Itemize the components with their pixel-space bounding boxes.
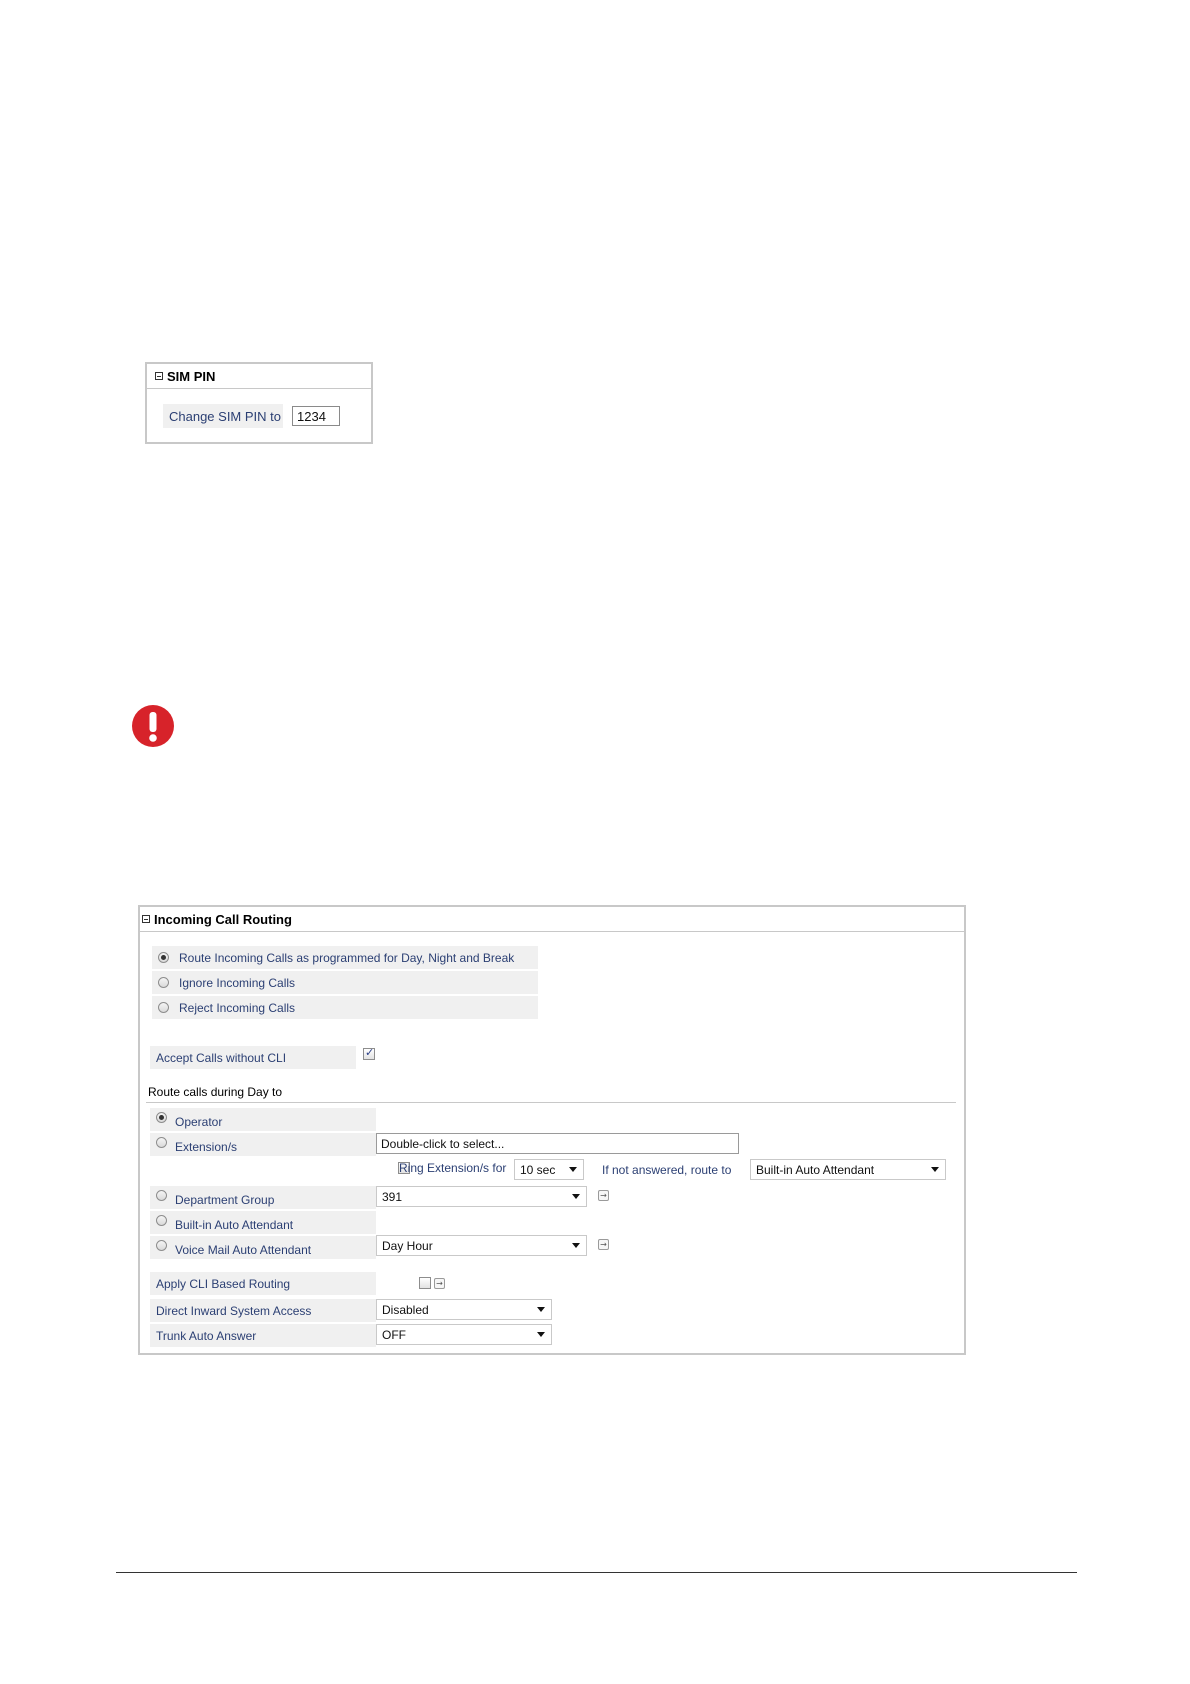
- ring-duration-value: 10 sec: [520, 1162, 556, 1177]
- not-answered-value: Built-in Auto Attendant: [756, 1162, 875, 1177]
- sim-pin-divider: [147, 388, 371, 389]
- operator-option[interactable]: [150, 1108, 376, 1131]
- chevron-down-icon: [569, 1167, 577, 1172]
- vm-aa-option[interactable]: [150, 1236, 376, 1259]
- change-sim-pin-label: Change SIM PIN to: [163, 404, 283, 428]
- accept-cli-checkbox[interactable]: [363, 1048, 375, 1060]
- vm-aa-go-icon[interactable]: →: [598, 1239, 609, 1250]
- sim-pin-input[interactable]: 1234: [292, 406, 340, 426]
- department-group-value: 391: [382, 1189, 403, 1204]
- extensions-option[interactable]: [150, 1133, 376, 1156]
- collapse-icon[interactable]: [155, 372, 163, 380]
- ignore-radio[interactable]: [158, 977, 169, 988]
- incoming-title: Incoming Call Routing: [154, 911, 292, 927]
- disa-value: Disabled: [382, 1302, 429, 1317]
- sim-pin-header[interactable]: [155, 368, 215, 384]
- trunk-auto-answer-label: Trunk Auto Answer: [150, 1324, 376, 1347]
- incoming-divider: [140, 931, 964, 932]
- operator-label: Operator: [175, 1114, 223, 1129]
- chevron-down-icon: [931, 1167, 939, 1172]
- vm-aa-value: Day Hour: [382, 1238, 433, 1253]
- route-option-programmed[interactable]: [152, 946, 538, 969]
- department-group-radio[interactable]: [156, 1190, 167, 1201]
- extensions-label: Extension/s: [175, 1139, 238, 1154]
- footer-rule: [116, 1572, 1077, 1573]
- chevron-down-icon: [572, 1194, 580, 1199]
- vm-aa-label: Voice Mail Auto Attendant: [175, 1242, 312, 1257]
- apply-cli-checkbox[interactable]: [419, 1277, 431, 1289]
- extensions-radio[interactable]: [156, 1137, 167, 1148]
- chevron-down-icon: [537, 1307, 545, 1312]
- route-day-divider: [146, 1102, 956, 1103]
- apply-cli-go-icon[interactable]: →: [434, 1278, 445, 1289]
- department-go-icon[interactable]: →: [598, 1190, 609, 1201]
- ignore-label: Ignore Incoming Calls: [179, 975, 296, 990]
- department-group-select[interactable]: [376, 1186, 587, 1207]
- apply-cli-label: Apply CLI Based Routing: [150, 1272, 376, 1295]
- department-group-option[interactable]: [150, 1186, 376, 1209]
- not-answered-select[interactable]: [750, 1159, 946, 1180]
- sim-pin-panel: [145, 362, 373, 444]
- incoming-header[interactable]: [142, 911, 292, 927]
- department-group-label: Department Group: [175, 1192, 275, 1207]
- route-option-ignore[interactable]: [152, 971, 538, 994]
- sim-pin-title: SIM PIN: [167, 368, 216, 384]
- builtin-aa-radio[interactable]: [156, 1215, 167, 1226]
- builtin-aa-option[interactable]: [150, 1211, 376, 1234]
- trunk-auto-answer-select[interactable]: [376, 1324, 552, 1345]
- reject-label: Reject Incoming Calls: [179, 1000, 296, 1015]
- operator-radio[interactable]: [156, 1112, 167, 1123]
- disa-select[interactable]: [376, 1299, 552, 1320]
- exclamation-icon: [131, 704, 175, 748]
- collapse-icon[interactable]: [142, 915, 150, 923]
- ring-extensions-label: Ring Extension/s for: [399, 1161, 507, 1175]
- trunk-auto-answer-value: OFF: [382, 1327, 406, 1342]
- route-programmed-label: Route Incoming Calls as programmed for Day, Night and Break: [179, 950, 515, 965]
- reject-radio[interactable]: [158, 1002, 169, 1013]
- extensions-input[interactable]: Double-click to select...: [376, 1133, 739, 1154]
- incoming-call-routing-panel: [138, 905, 966, 1355]
- not-answered-label: If not answered, route to: [602, 1163, 732, 1177]
- ring-duration-select[interactable]: [514, 1159, 584, 1180]
- route-option-reject[interactable]: [152, 996, 538, 1019]
- builtin-aa-label: Built-in Auto Attendant: [175, 1217, 294, 1232]
- disa-label: Direct Inward System Access: [150, 1299, 376, 1322]
- route-programmed-radio[interactable]: [158, 952, 169, 963]
- chevron-down-icon: [572, 1243, 580, 1248]
- vm-aa-select[interactable]: [376, 1235, 587, 1256]
- chevron-down-icon: [537, 1332, 545, 1337]
- vm-aa-radio[interactable]: [156, 1240, 167, 1251]
- route-day-heading: Route calls during Day to: [148, 1085, 283, 1099]
- accept-cli-label: Accept Calls without CLI: [150, 1046, 356, 1069]
